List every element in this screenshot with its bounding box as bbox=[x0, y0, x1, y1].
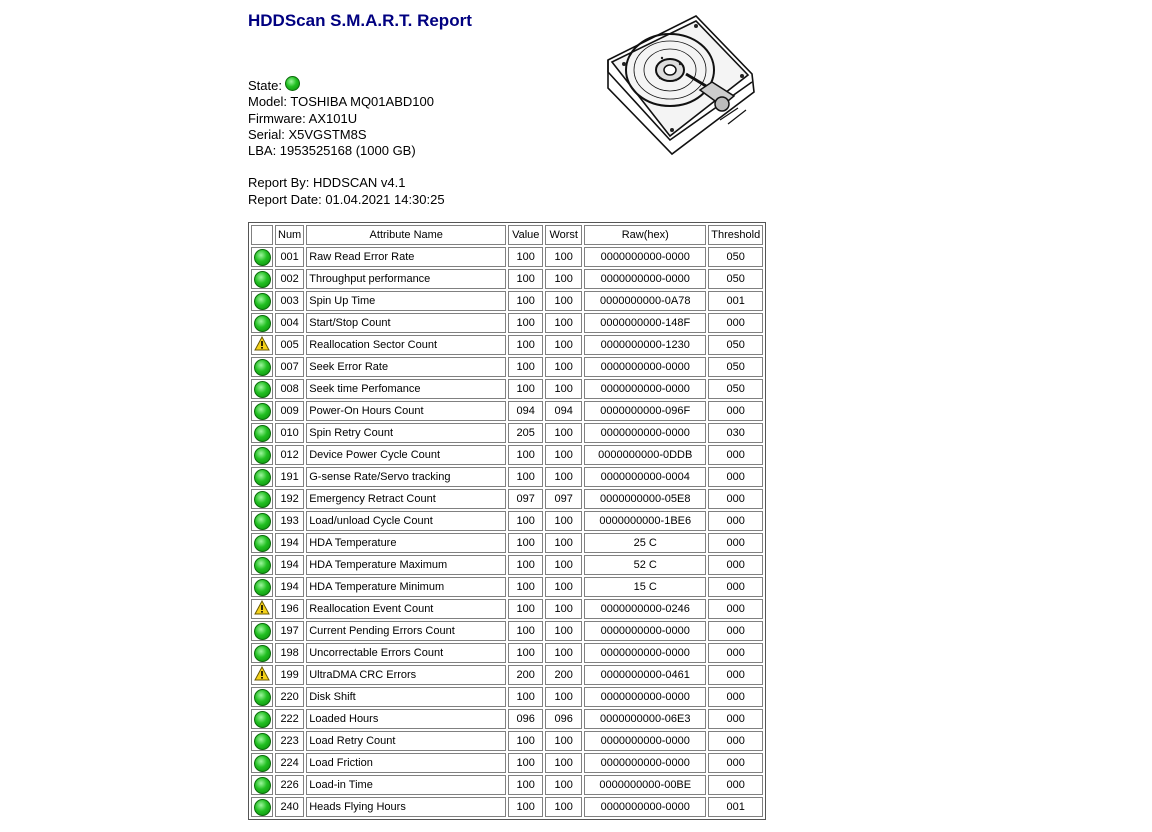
table-row bbox=[251, 247, 763, 267]
attribute-value: 100 bbox=[508, 511, 543, 531]
attribute-worst: 100 bbox=[545, 643, 582, 663]
attribute-worst: 100 bbox=[545, 335, 582, 355]
attribute-name: HDA Temperature Minimum bbox=[306, 577, 506, 597]
attribute-name: Reallocation Event Count bbox=[306, 599, 506, 619]
attribute-name: Loaded Hours bbox=[306, 709, 506, 729]
table-row bbox=[251, 665, 763, 685]
status-ok-icon bbox=[254, 447, 271, 464]
attribute-raw: 0000000000-0461 bbox=[584, 665, 706, 685]
attribute-worst: 100 bbox=[545, 511, 582, 531]
attribute-value: 097 bbox=[508, 489, 543, 509]
attribute-value: 100 bbox=[508, 533, 543, 553]
table-row bbox=[251, 511, 763, 531]
attribute-raw: 0000000000-06E3 bbox=[584, 709, 706, 729]
attribute-threshold: 000 bbox=[708, 775, 763, 795]
report-date: Report Date: 01.04.2021 14:30:25 bbox=[248, 191, 445, 207]
attribute-raw: 0000000000-1230 bbox=[584, 335, 706, 355]
status-cell bbox=[251, 423, 273, 443]
attribute-value: 100 bbox=[508, 577, 543, 597]
attribute-num: 224 bbox=[275, 753, 304, 773]
status-ok-icon bbox=[254, 403, 271, 420]
attribute-worst: 100 bbox=[545, 753, 582, 773]
table-row bbox=[251, 533, 763, 553]
attribute-raw: 0000000000-0000 bbox=[584, 753, 706, 773]
status-ok-icon bbox=[254, 425, 271, 442]
attribute-name: G-sense Rate/Servo tracking bbox=[306, 467, 506, 487]
attribute-value: 100 bbox=[508, 687, 543, 707]
status-cell bbox=[251, 621, 273, 641]
attribute-worst: 100 bbox=[545, 423, 582, 443]
status-cell bbox=[251, 577, 273, 597]
status-cell bbox=[251, 533, 273, 553]
firmware-line: Firmware: AX101U bbox=[248, 110, 358, 126]
header-threshold: Threshold bbox=[708, 225, 763, 245]
status-cell bbox=[251, 445, 273, 465]
attribute-name: Seek time Perfomance bbox=[306, 379, 506, 399]
warning-icon bbox=[254, 666, 270, 684]
table-row bbox=[251, 335, 763, 355]
attribute-name: Uncorrectable Errors Count bbox=[306, 643, 506, 663]
status-ok-icon bbox=[254, 469, 271, 486]
attribute-value: 200 bbox=[508, 665, 543, 685]
attribute-name: Seek Error Rate bbox=[306, 357, 506, 377]
attribute-raw: 0000000000-00BE bbox=[584, 775, 706, 795]
lba-line: LBA: 1953525168 (1000 GB) bbox=[248, 143, 416, 159]
table-row bbox=[251, 621, 763, 641]
attribute-threshold: 000 bbox=[708, 665, 763, 685]
attribute-num: 194 bbox=[275, 577, 304, 597]
attribute-value: 100 bbox=[508, 731, 543, 751]
attribute-threshold: 050 bbox=[708, 357, 763, 377]
attribute-name: UltraDMA CRC Errors bbox=[306, 665, 506, 685]
attribute-threshold: 001 bbox=[708, 797, 763, 817]
table-row bbox=[251, 379, 763, 399]
status-ok-icon bbox=[254, 491, 271, 508]
attribute-num: 198 bbox=[275, 643, 304, 663]
header-raw: Raw(hex) bbox=[584, 225, 706, 245]
status-cell bbox=[251, 269, 273, 289]
status-cell bbox=[251, 599, 273, 619]
attribute-raw: 0000000000-0000 bbox=[584, 687, 706, 707]
table-row bbox=[251, 687, 763, 707]
attribute-raw: 15 C bbox=[584, 577, 706, 597]
status-cell bbox=[251, 709, 273, 729]
attribute-worst: 100 bbox=[545, 621, 582, 641]
table-row bbox=[251, 467, 763, 487]
header-status bbox=[251, 225, 273, 245]
attribute-worst: 100 bbox=[545, 599, 582, 619]
attribute-value: 100 bbox=[508, 797, 543, 817]
state-ok-icon bbox=[285, 76, 300, 91]
attribute-threshold: 000 bbox=[708, 313, 763, 333]
attribute-threshold: 000 bbox=[708, 511, 763, 531]
attribute-value: 100 bbox=[508, 379, 543, 399]
status-ok-icon bbox=[254, 293, 271, 310]
attribute-threshold: 000 bbox=[708, 599, 763, 619]
table-row bbox=[251, 775, 763, 795]
attribute-name: Spin Retry Count bbox=[306, 423, 506, 443]
status-cell bbox=[251, 555, 273, 575]
attribute-name: Throughput performance bbox=[306, 269, 506, 289]
attribute-worst: 100 bbox=[545, 533, 582, 553]
attribute-num: 223 bbox=[275, 731, 304, 751]
attribute-threshold: 050 bbox=[708, 335, 763, 355]
status-cell bbox=[251, 335, 273, 355]
status-cell bbox=[251, 797, 273, 817]
attribute-num: 003 bbox=[275, 291, 304, 311]
attribute-num: 007 bbox=[275, 357, 304, 377]
attribute-threshold: 000 bbox=[708, 687, 763, 707]
attribute-num: 240 bbox=[275, 797, 304, 817]
warning-icon bbox=[254, 336, 270, 354]
attribute-worst: 100 bbox=[545, 467, 582, 487]
serial-line: Serial: X5VGSTM8S bbox=[248, 126, 367, 142]
attribute-threshold: 030 bbox=[708, 423, 763, 443]
status-ok-icon bbox=[254, 777, 271, 794]
status-cell bbox=[251, 379, 273, 399]
attribute-worst: 100 bbox=[545, 445, 582, 465]
header-num: Num bbox=[275, 225, 304, 245]
attribute-raw: 0000000000-0000 bbox=[584, 247, 706, 267]
attribute-raw: 0000000000-1BE6 bbox=[584, 511, 706, 531]
attribute-threshold: 000 bbox=[708, 731, 763, 751]
attribute-worst: 100 bbox=[545, 269, 582, 289]
attribute-value: 100 bbox=[508, 643, 543, 663]
attribute-name: Start/Stop Count bbox=[306, 313, 506, 333]
attribute-raw: 0000000000-0DDB bbox=[584, 445, 706, 465]
attribute-value: 100 bbox=[508, 467, 543, 487]
attribute-threshold: 000 bbox=[708, 445, 763, 465]
attribute-threshold: 000 bbox=[708, 643, 763, 663]
attribute-raw: 0000000000-0000 bbox=[584, 269, 706, 289]
attribute-value: 100 bbox=[508, 291, 543, 311]
attribute-raw: 0000000000-05E8 bbox=[584, 489, 706, 509]
attribute-num: 001 bbox=[275, 247, 304, 267]
attribute-threshold: 000 bbox=[708, 621, 763, 641]
attribute-threshold: 000 bbox=[708, 533, 763, 553]
status-ok-icon bbox=[254, 689, 271, 706]
attribute-worst: 100 bbox=[545, 357, 582, 377]
attribute-worst: 100 bbox=[545, 379, 582, 399]
status-ok-icon bbox=[254, 645, 271, 662]
status-ok-icon bbox=[254, 755, 271, 772]
attribute-num: 010 bbox=[275, 423, 304, 443]
smart-attributes-table bbox=[248, 222, 766, 820]
attribute-worst: 100 bbox=[545, 291, 582, 311]
table-row bbox=[251, 753, 763, 773]
status-cell bbox=[251, 665, 273, 685]
attribute-value: 094 bbox=[508, 401, 543, 421]
status-cell bbox=[251, 731, 273, 751]
attribute-value: 100 bbox=[508, 555, 543, 575]
attribute-threshold: 000 bbox=[708, 489, 763, 509]
attribute-value: 100 bbox=[508, 445, 543, 465]
status-ok-icon bbox=[254, 557, 271, 574]
status-ok-icon bbox=[254, 249, 271, 266]
report-by: Report By: HDDSCAN v4.1 bbox=[248, 175, 406, 190]
status-cell bbox=[251, 753, 273, 773]
attribute-num: 222 bbox=[275, 709, 304, 729]
attribute-name: HDA Temperature bbox=[306, 533, 506, 553]
attribute-worst: 097 bbox=[545, 489, 582, 509]
attribute-name: Load Friction bbox=[306, 753, 506, 773]
attribute-num: 004 bbox=[275, 313, 304, 333]
attribute-threshold: 000 bbox=[708, 753, 763, 773]
model-line: Model: TOSHIBA MQ01ABD100 bbox=[248, 94, 434, 110]
table-row bbox=[251, 269, 763, 289]
state-label: State: bbox=[248, 78, 282, 93]
device-info bbox=[248, 76, 434, 159]
attribute-worst: 100 bbox=[545, 775, 582, 795]
attribute-threshold: 050 bbox=[708, 269, 763, 289]
status-ok-icon bbox=[254, 535, 271, 552]
status-cell bbox=[251, 357, 273, 377]
attribute-value: 100 bbox=[508, 269, 543, 289]
attribute-threshold: 000 bbox=[708, 555, 763, 575]
attribute-value: 100 bbox=[508, 599, 543, 619]
attribute-num: 197 bbox=[275, 621, 304, 641]
attribute-num: 226 bbox=[275, 775, 304, 795]
table-row bbox=[251, 445, 763, 465]
table-row bbox=[251, 357, 763, 377]
status-ok-icon bbox=[254, 579, 271, 596]
attribute-num: 199 bbox=[275, 665, 304, 685]
attribute-name: Emergency Retract Count bbox=[306, 489, 506, 509]
table-row bbox=[251, 291, 763, 311]
attribute-worst: 100 bbox=[545, 797, 582, 817]
status-ok-icon bbox=[254, 271, 271, 288]
table-header-row bbox=[251, 225, 763, 245]
attribute-num: 192 bbox=[275, 489, 304, 509]
attribute-num: 191 bbox=[275, 467, 304, 487]
table-row bbox=[251, 555, 763, 575]
table-row bbox=[251, 731, 763, 751]
attribute-raw: 0000000000-0000 bbox=[584, 797, 706, 817]
attribute-value: 100 bbox=[508, 247, 543, 267]
attribute-name: Heads Flying Hours bbox=[306, 797, 506, 817]
status-cell bbox=[251, 511, 273, 531]
attribute-threshold: 000 bbox=[708, 401, 763, 421]
hard-drive-image bbox=[600, 12, 760, 157]
attribute-worst: 096 bbox=[545, 709, 582, 729]
attribute-name: Reallocation Sector Count bbox=[306, 335, 506, 355]
attribute-num: 005 bbox=[275, 335, 304, 355]
attribute-value: 100 bbox=[508, 313, 543, 333]
attribute-threshold: 000 bbox=[708, 577, 763, 597]
attribute-value: 100 bbox=[508, 775, 543, 795]
attribute-worst: 100 bbox=[545, 247, 582, 267]
attribute-name: Current Pending Errors Count bbox=[306, 621, 506, 641]
attribute-name: HDA Temperature Maximum bbox=[306, 555, 506, 575]
table-row bbox=[251, 643, 763, 663]
attribute-threshold: 000 bbox=[708, 467, 763, 487]
state-line bbox=[248, 76, 434, 94]
attribute-value: 100 bbox=[508, 335, 543, 355]
table-row bbox=[251, 577, 763, 597]
table-row bbox=[251, 423, 763, 443]
attribute-name: Spin Up Time bbox=[306, 291, 506, 311]
attribute-name: Disk Shift bbox=[306, 687, 506, 707]
header-attribute-name: Attribute Name bbox=[306, 225, 506, 245]
attribute-threshold: 000 bbox=[708, 709, 763, 729]
attribute-name: Load-in Time bbox=[306, 775, 506, 795]
status-cell bbox=[251, 291, 273, 311]
attribute-raw: 0000000000-0000 bbox=[584, 423, 706, 443]
status-cell bbox=[251, 467, 273, 487]
status-ok-icon bbox=[254, 623, 271, 640]
attribute-raw: 0000000000-0000 bbox=[584, 731, 706, 751]
attribute-value: 100 bbox=[508, 357, 543, 377]
attribute-worst: 100 bbox=[545, 577, 582, 597]
attribute-num: 002 bbox=[275, 269, 304, 289]
attribute-num: 194 bbox=[275, 533, 304, 553]
attribute-raw: 0000000000-148F bbox=[584, 313, 706, 333]
attribute-raw: 25 C bbox=[584, 533, 706, 553]
status-cell bbox=[251, 643, 273, 663]
status-ok-icon bbox=[254, 733, 271, 750]
attribute-raw: 0000000000-0000 bbox=[584, 621, 706, 641]
attribute-num: 196 bbox=[275, 599, 304, 619]
attribute-name: Raw Read Error Rate bbox=[306, 247, 506, 267]
status-cell bbox=[251, 313, 273, 333]
attribute-raw: 0000000000-096F bbox=[584, 401, 706, 421]
attribute-worst: 200 bbox=[545, 665, 582, 685]
attribute-threshold: 050 bbox=[708, 247, 763, 267]
status-ok-icon bbox=[254, 711, 271, 728]
attribute-worst: 094 bbox=[545, 401, 582, 421]
attribute-num: 193 bbox=[275, 511, 304, 531]
header-worst: Worst bbox=[545, 225, 582, 245]
attribute-num: 012 bbox=[275, 445, 304, 465]
attribute-name: Load/unload Cycle Count bbox=[306, 511, 506, 531]
attribute-name: Power-On Hours Count bbox=[306, 401, 506, 421]
status-cell bbox=[251, 401, 273, 421]
attribute-value: 100 bbox=[508, 753, 543, 773]
attribute-worst: 100 bbox=[545, 313, 582, 333]
status-cell bbox=[251, 775, 273, 795]
status-ok-icon bbox=[254, 799, 271, 816]
warning-icon bbox=[254, 600, 270, 618]
attribute-worst: 100 bbox=[545, 555, 582, 575]
table-row bbox=[251, 797, 763, 817]
attribute-worst: 100 bbox=[545, 687, 582, 707]
status-ok-icon bbox=[254, 359, 271, 376]
status-ok-icon bbox=[254, 381, 271, 398]
attribute-raw: 0000000000-0246 bbox=[584, 599, 706, 619]
header-value: Value bbox=[508, 225, 543, 245]
attribute-raw: 0000000000-0000 bbox=[584, 357, 706, 377]
table-row bbox=[251, 489, 763, 509]
status-ok-icon bbox=[254, 315, 271, 332]
table-row bbox=[251, 599, 763, 619]
attribute-name: Load Retry Count bbox=[306, 731, 506, 751]
attribute-value: 096 bbox=[508, 709, 543, 729]
attribute-value: 205 bbox=[508, 423, 543, 443]
attribute-raw: 52 C bbox=[584, 555, 706, 575]
attribute-num: 220 bbox=[275, 687, 304, 707]
table-row bbox=[251, 401, 763, 421]
report-meta bbox=[248, 175, 445, 208]
attribute-worst: 100 bbox=[545, 731, 582, 751]
status-cell bbox=[251, 489, 273, 509]
attribute-num: 009 bbox=[275, 401, 304, 421]
attribute-raw: 0000000000-0A78 bbox=[584, 291, 706, 311]
attribute-name: Device Power Cycle Count bbox=[306, 445, 506, 465]
status-ok-icon bbox=[254, 513, 271, 530]
attribute-value: 100 bbox=[508, 621, 543, 641]
status-cell bbox=[251, 687, 273, 707]
attribute-raw: 0000000000-0004 bbox=[584, 467, 706, 487]
attribute-threshold: 050 bbox=[708, 379, 763, 399]
attribute-num: 194 bbox=[275, 555, 304, 575]
attribute-raw: 0000000000-0000 bbox=[584, 379, 706, 399]
table-row bbox=[251, 709, 763, 729]
table-row bbox=[251, 313, 763, 333]
attribute-num: 008 bbox=[275, 379, 304, 399]
attribute-threshold: 001 bbox=[708, 291, 763, 311]
report-title: HDDScan S.M.A.R.T. Report bbox=[248, 11, 472, 30]
status-cell bbox=[251, 247, 273, 267]
attribute-raw: 0000000000-0000 bbox=[584, 643, 706, 663]
